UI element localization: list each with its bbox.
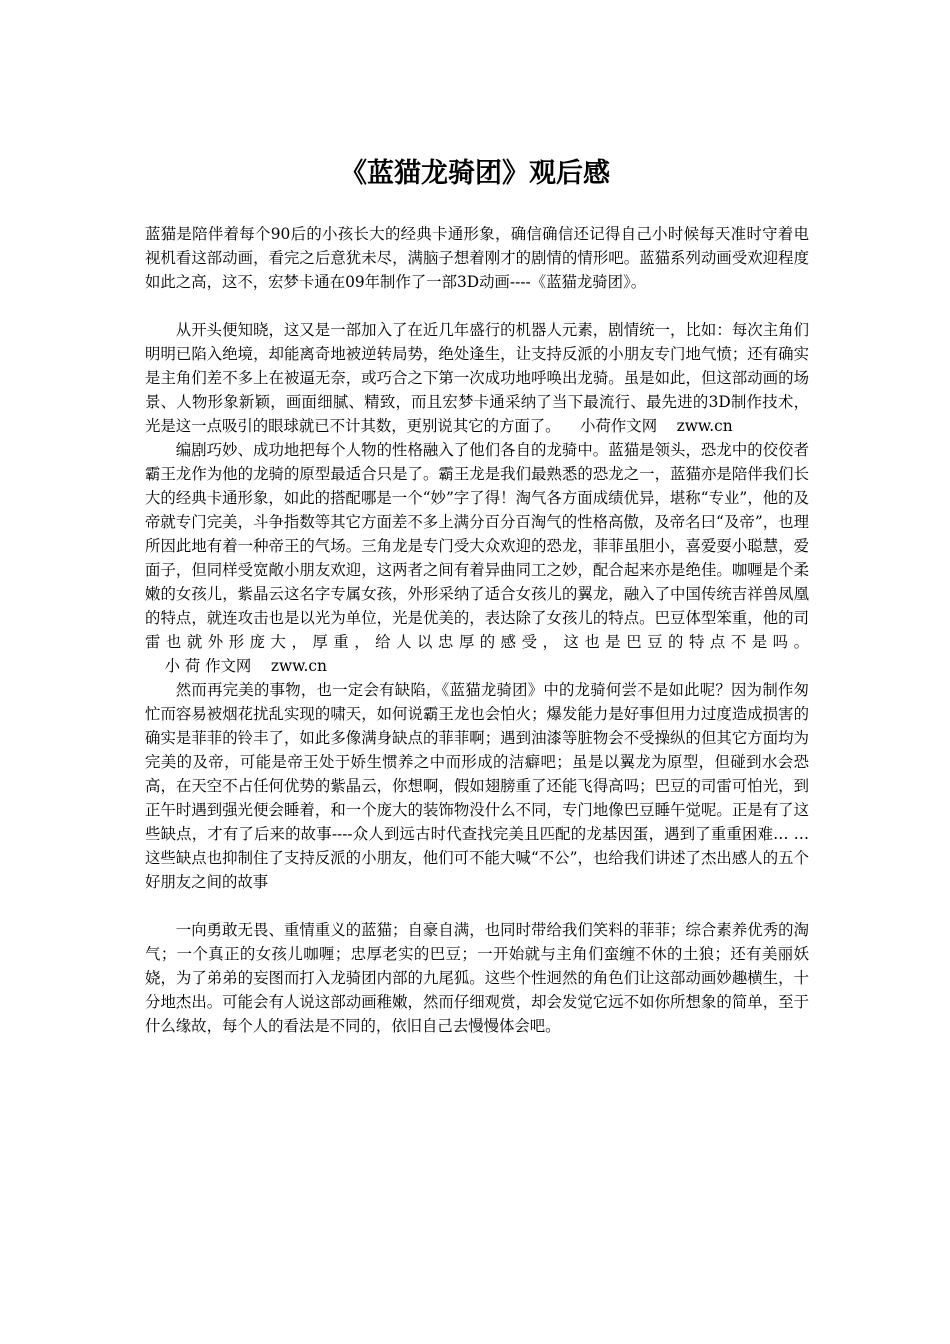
- paragraph-text: 一向勇敢无畏、重情重义的蓝猫；自豪自满，也同时带给我们笑料的菲菲；综合素养优秀的淘气；一个真正的女孩儿咖喱；忠厚老实的巴豆；一开始就与主角们蛮缠不休的土狼；还有美丽妖娆，为了弟弟的妄图而打入龙骑团内部的九尾狐。这些个性迥然的角色们让这部动画妙趣横生，十分地杰出。可能会有人说这部动画稚嫩，然而仔细观赏，却会发觉它远不如你所想象的简单，至于什么缘故，每个人的看法是不同的，依旧自己去慢慢体会吧。: [145, 921, 809, 1035]
- paragraph-conclusion: [145, 918, 809, 1038]
- paragraph-text: 从开头便知晓，这又是一部加入了在近几年盛行的机器人元素，剧情统一，比如：每次主角们明明已陷入绝境，却能离奇地被逆转局势，绝处逢生，让支持反派的小朋友专门地气愤；还有确实是主角们差不多上在被逼无奈，或巧合之下第一次成功地呼唤出龙骑。虽是如此，但这部动画的场景、人物形象新颖，画面细腻、精致，而且宏梦卡通采纳了当下最流行、最先进的3D制作技术，光是这一点吸引的眼球就已不计其数，更别说其它的方面了。: [145, 321, 809, 435]
- paragraph-text: 编剧巧妙、成功地把每个人物的性格融入了他们各自的龙骑中。蓝猫是领头，恐龙中的佼佼者霸王龙作为他的龙骑的原型最适合只是了。霸王龙是我们最熟悉的恐龙之一，蓝猫亦是陪伴我们长大的经典卡通形象，如此的搭配哪是一个“妙”字了得！淘气各方面成绩优异，堪称“专业”，他的及帝就专门完美，斗争指数等其它方面差不多上满分百分百淘气的性格高傲，及帝名曰“及帝”，也理所因此地有着一种帝王的气场。三角龙是专门受大众欢迎的恐龙，菲菲虽胆小，喜爱耍小聪慧，爱面子，但同样受宽敞小朋友欢迎，这两者之间有着异曲同工之妙，配合起来亦是绝佳。咖喱是个柔嫩的女孩儿，紫晶云这名字专属女孩，外形采纳了适合女孩儿的翼龙，融入了中国传统吉祥兽凤凰的特点，就连攻击也是以光为单位，光是优美的，表达除了女孩儿的特点。巴豆体型笨重，他的司雷也就外形庞大，厚重，给人以忠厚的感受，这也是巴豆的特点不是吗。: [145, 441, 809, 651]
- paragraph-opening: [145, 318, 809, 438]
- paragraph-characters: [145, 438, 809, 678]
- paragraph-text: 然而再完美的事物，也一定会有缺陷，《蓝猫龙骑团》中的龙骑何尝不是如此呢？因为制作匆忙而容易被烟花扰乱实现的啸天，如何说霸王龙也会怕火；爆发能力是好事但用力过度造成损害的确实是菲菲的铃丰了，如此多像满身缺点的菲菲啊；遇到油漆等脏物会不受操纵的但其它方面均为完美的及帝，可能是帝王处于娇生惯养之中而形成的洁癖吧；虽是以翼龙为原型，但碰到水会恐高，在天空不占任何优势的紫晶云，你想啊，假如翅膀重了还能飞得高吗；巴豆的司雷可怕光，到正午时遇到强光便会睡着，和一个庞大的装饰物没什么不同，专门地像巴豆睡午觉呢。正是有了这些缺点，才有了后来的故事----众人到远古时代查找完美且匹配的龙基因蛋，遇到了重重困难… …这些缺点也抑制住了支持反派的小朋友，他们可不能大喊“不公”，也给我们讲述了杰出感人的五个好朋友之间的故事: [145, 681, 809, 891]
- document-title: 《蓝猫龙骑团》观后感: [340, 158, 610, 189]
- site-watermark-text: 小 荷 作文网 zww.cn: [145, 657, 327, 675]
- paragraph-intro: [145, 222, 809, 294]
- paragraph-text: 蓝猫是陪伴着每个90后的小孩长大的经典卡通形象，确信确信还记得自己小时候每天准时守着电视机看这部动画，看完之后意犹未尽，满脑子想着刚才的剧情的情形吧。蓝猫系列动画受欢迎程度如此之高，这不，宏梦卡通在09年制作了一部3D动画----《蓝猫龙骑团》。: [145, 225, 809, 291]
- document-body: [145, 222, 809, 1038]
- paragraph-flaws: [145, 678, 809, 894]
- paragraph-gap: [145, 894, 809, 918]
- site-watermark-text: 小荷作文网 zww.cn: [560, 417, 733, 435]
- paragraph-gap: [145, 294, 809, 318]
